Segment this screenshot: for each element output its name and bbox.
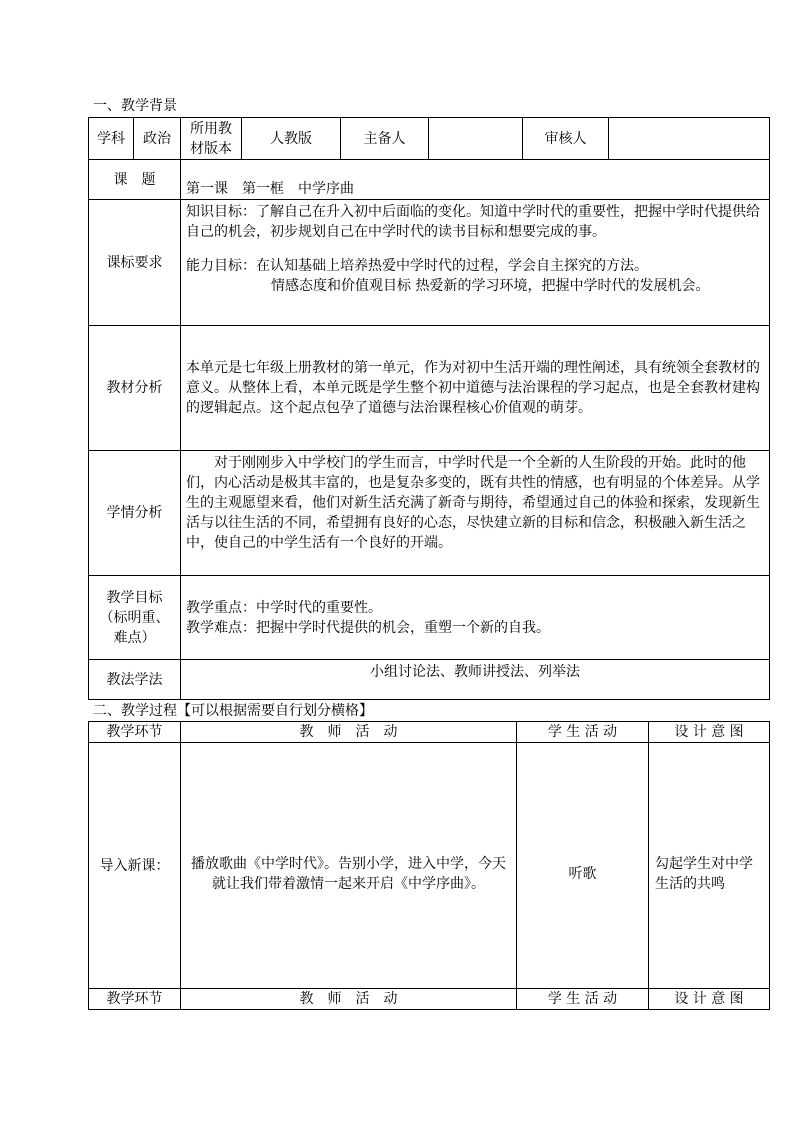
col-student: 学 生 活 动: [517, 722, 649, 743]
table-row: [89, 743, 770, 989]
topic-value: 第一课 第一框 中学序曲: [181, 160, 770, 200]
col-stage-repeat: 教学环节: [89, 989, 181, 1010]
col-stage: 教学环节: [89, 722, 181, 743]
intent-cell: 勾起学生对中学生活的共鸣: [649, 743, 770, 989]
student-text: 对于刚刚步入中学校门的学生而言，中学时代是一个全新的人生阶段的开始。此时的他们，内心活动是极其丰富的，也是复杂多变的，既有共性的情感，也有明显的个体差异。从学生的主观愿望来看，他们对新生活充满了新奇与期待，希望通过自己的体验和探索，发现新生活与以往生活的不同，希望拥有良好的心态，尽快建立新的目标和信念，积极融入新生活之中，使自己的中学生活有一个良好的开端。: [181, 451, 770, 576]
process-table: [88, 721, 770, 1010]
difficult-point: 教学难点：把握中学时代提供的机会，重塑一个新的自我。: [186, 619, 550, 636]
standards-label: 课标要求: [89, 200, 181, 326]
col-teacher-repeat: 教 师 活 动: [181, 989, 517, 1010]
key-point: 教学重点：中学时代的重要性。: [186, 599, 382, 616]
topic-label: 课 题: [89, 160, 181, 200]
method-label: 教法学法: [89, 660, 181, 700]
knowledge-goal: 知识目标：了解自己在升入初中后面临的变化。知道中学时代的重要性，把握中学时代提供给自己的机会，初步规划自己在中学时代的读书目标和想要完成的事。: [186, 204, 760, 240]
ability-goal: 能力目标：在认知基础上培养热爱中学时代的过程，学会自主探究的方法。: [186, 258, 648, 274]
stage-cell: 导入新课：: [89, 743, 181, 989]
background-table: [88, 117, 770, 700]
edition-value: 人教版: [242, 118, 341, 160]
preparer-value: [429, 118, 523, 160]
goals-cell: [181, 576, 770, 660]
material-text: 本单元是七年级上册教材的第一单元，作为对初中生活开端的理性阐述，具有统领全套教材的意义。从整体上看，本单元既是学生整个初中道德与法治课程的学习起点，也是全套教材建构的逻辑起点。这个起点包孕了道德与法治课程核心价值观的萌芽。: [181, 326, 770, 451]
goals-label: 教学目标（标明重、难点）: [89, 576, 181, 660]
preparer-label: 主备人: [341, 118, 429, 160]
col-teacher: 教 师 活 动: [181, 722, 517, 743]
material-label: 教材分析: [89, 326, 181, 451]
col-intent-repeat: 设 计 意 图: [649, 989, 770, 1010]
col-intent: 设 计 意 图: [649, 722, 770, 743]
section1-heading: 一、教学背景: [93, 98, 177, 114]
col-student-repeat: 学 生 活 动: [517, 989, 649, 1010]
reviewer-label: 审核人: [523, 118, 609, 160]
subject-label: 学科: [89, 118, 134, 160]
emotion-goal: 情感态度和价值观目标 热爱新的学习环境，把握中学时代的发展机会。: [271, 278, 710, 294]
teacher-cell: 播放歌曲《中学时代》。告别小学，进入中学，今天就让我们带着激情一起来开启《中学序曲》。: [181, 743, 517, 989]
student-label: 学情分析: [89, 451, 181, 576]
method-value: 小组讨论法、教师讲授法、列举法: [181, 660, 770, 700]
student-cell: 听歌: [517, 743, 649, 989]
section2-heading: 二、教学过程【可以根据需要自行划分横格】: [93, 703, 373, 719]
edition-label: 所用教材版本: [181, 118, 242, 160]
standards-cell: [181, 200, 770, 326]
reviewer-value: [609, 118, 770, 160]
subject-value: 政治: [134, 118, 181, 160]
